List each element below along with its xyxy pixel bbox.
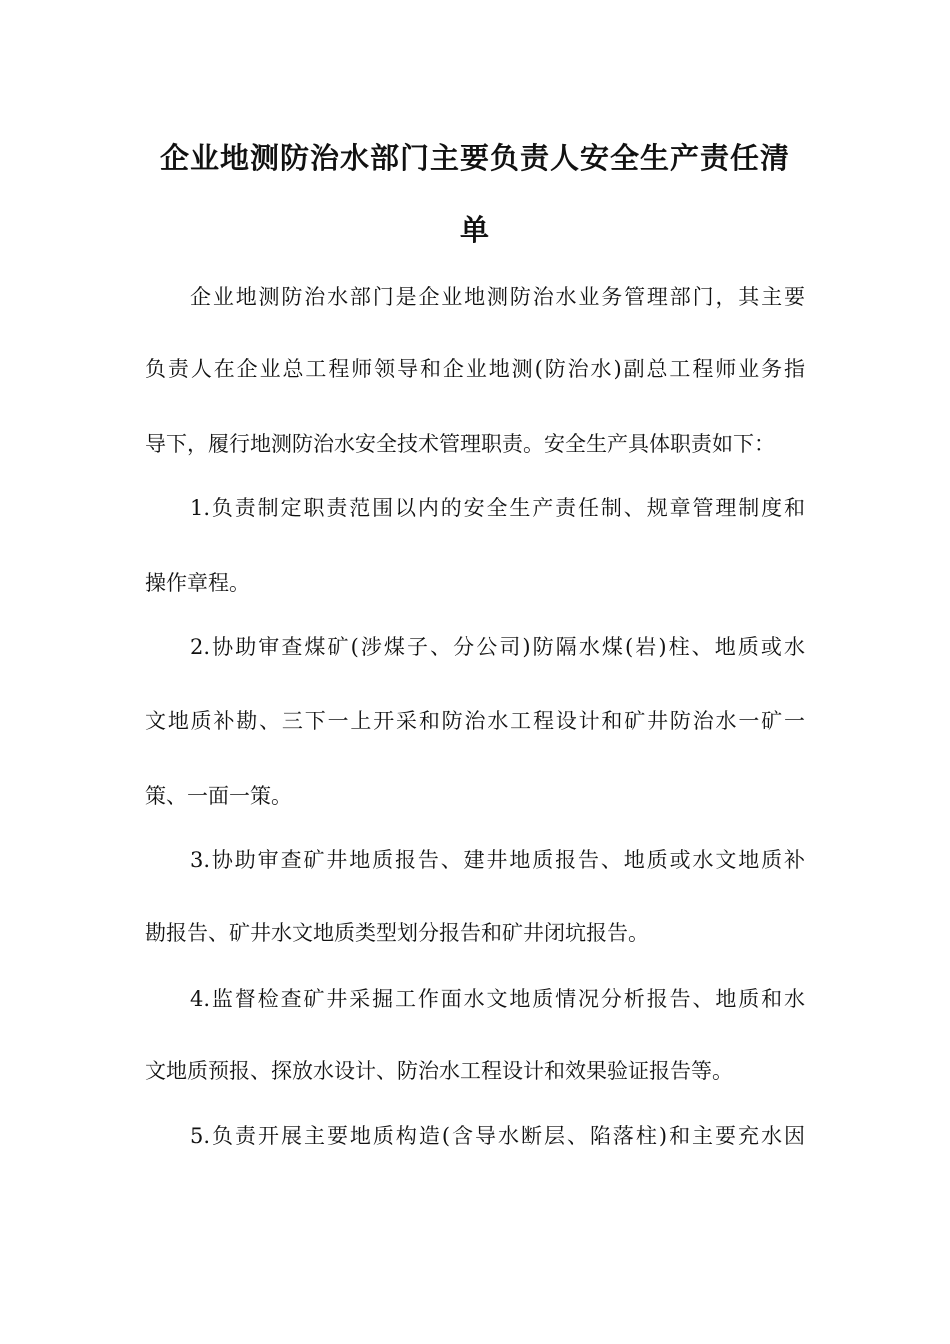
item-5-line-1: 5.负责开展主要地质构造(含导水断层、陷落柱)和主要充水因	[190, 1124, 805, 1148]
document-title-line-1: 企业地测防治水部门主要负责人安全生产责任清	[159, 141, 790, 175]
item-3-line-1: 3.协助审查矿井地质报告、建井地质报告、地质或水文地质补	[190, 848, 805, 872]
item-1-line-1: 1.负责制定职责范围以内的安全生产责任制、规章管理制度和	[190, 496, 805, 520]
item-4-line-1: 4.监督检查矿井采掘工作面水文地质情况分析报告、地质和水	[190, 987, 805, 1011]
item-4-line-2: 文地质预报、探放水设计、防治水工程设计和效果验证报告等。	[145, 1059, 733, 1083]
item-3-line-2: 勘报告、矿井水文地质类型划分报告和矿井闭坑报告。	[145, 921, 649, 945]
intro-line-3: 导下，履行地测防治水安全技术管理职责。安全生产具体职责如下：	[145, 432, 775, 456]
item-2-line-3: 策、一面一策。	[145, 784, 292, 808]
intro-line-1: 企业地测防治水部门是企业地测防治水业务管理部门，其主要	[190, 285, 805, 309]
item-2-line-2: 文地质补勘、三下一上开采和防治水工程设计和矿井防治水一矿一	[145, 709, 805, 733]
item-1-line-2: 操作章程。	[145, 571, 250, 595]
item-2-line-1: 2.协助审查煤矿(涉煤子、分公司)防隔水煤(岩)柱、地质或水	[190, 635, 805, 659]
intro-line-2: 负责人在企业总工程师领导和企业地测(防治水)副总工程师业务指	[145, 357, 805, 381]
document-title-line-2: 单	[459, 213, 490, 247]
